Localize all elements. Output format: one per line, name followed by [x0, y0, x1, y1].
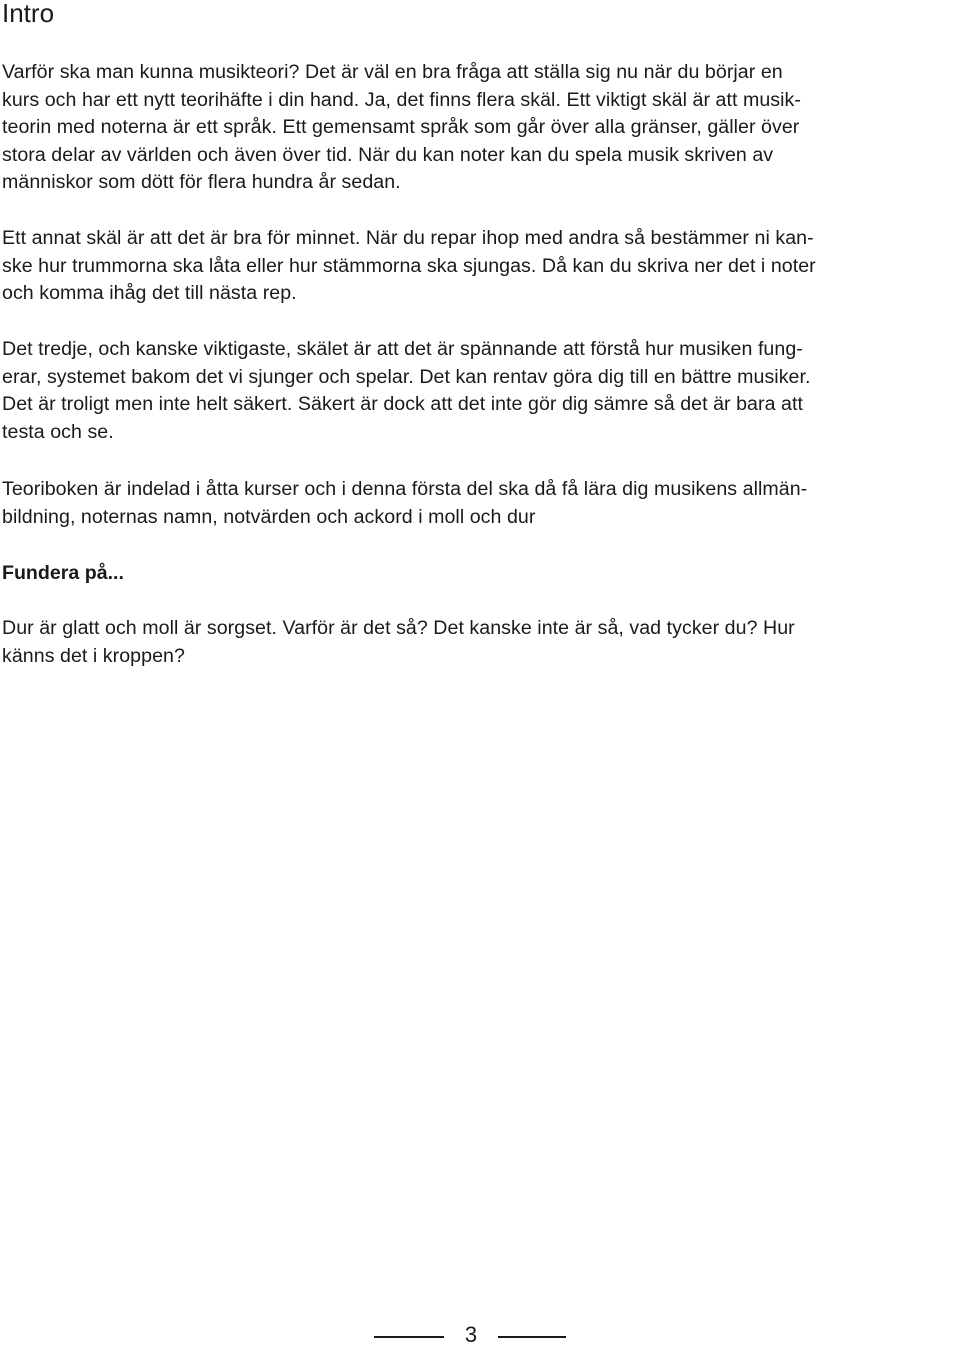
paragraph-memory	[2, 225, 954, 308]
line: känns det i kroppen?	[2, 644, 185, 667]
line: teorin med noterna är ett språk. Ett gemensamt språk som går över alla gränser, gäller över	[2, 116, 800, 139]
line: Varför ska man kunna musikteori? Det är väl en bra fråga att ställa sig nu när du börjar en	[2, 61, 783, 83]
line: bildning, noternas namn, notvärden och ackord i moll och dur	[2, 505, 536, 528]
line: erar, systemet bakom det vi sjunger och spelar. Det kan rentav göra dig till en bättre musiker.	[2, 365, 811, 388]
paragraph-why-music-theory	[2, 59, 954, 197]
fundera-heading: Fundera på...	[2, 562, 124, 584]
line: människor som dött för flera hundra år sedan.	[2, 171, 401, 194]
line: Det är troligt men inte helt säkert. Säkert är dock att det inte gör dig sämre så det är bara att	[2, 393, 803, 416]
line: ske hur trummorna ska låta eller hur stämmorna ska sjungas. Då kan du skriva ner det i noter	[2, 254, 816, 277]
line: och komma ihåg det till nästa rep.	[2, 282, 297, 305]
line: Teoriboken är indelad i åtta kurser och i denna första del ska då få lära dig musikens allmän-	[2, 478, 808, 500]
paragraph-fundera	[2, 615, 954, 670]
page-heading: Intro	[2, 0, 55, 28]
paragraph-course-structure	[2, 476, 954, 531]
line: testa och se.	[2, 420, 114, 443]
line: Det tredje, och kanske viktigaste, skälet är att det är spännande att förstå hur musiken fung-	[2, 338, 803, 360]
footer-rule-left	[374, 1336, 444, 1338]
page-number: 3	[464, 1322, 478, 1347]
line: stora delar av världen och även över tid. När du kan noter kan du spela musik skriven av	[2, 143, 774, 166]
line: Dur är glatt och moll är sorgset. Varför är det så? Det kanske inte är så, vad tycker du? Hur	[2, 617, 795, 639]
line: Ett annat skäl är att det är bra för minnet. När du repar ihop med andra så bestämmer ni kan-	[2, 227, 814, 249]
paragraph-third-reason	[2, 336, 954, 446]
page-footer	[0, 1318, 960, 1350]
footer-rule-right	[498, 1336, 566, 1338]
line: kurs och har ett nytt teorihäfte i din hand. Ja, det finns flera skäl. Ett viktigt skäl är att musik-	[2, 88, 801, 111]
